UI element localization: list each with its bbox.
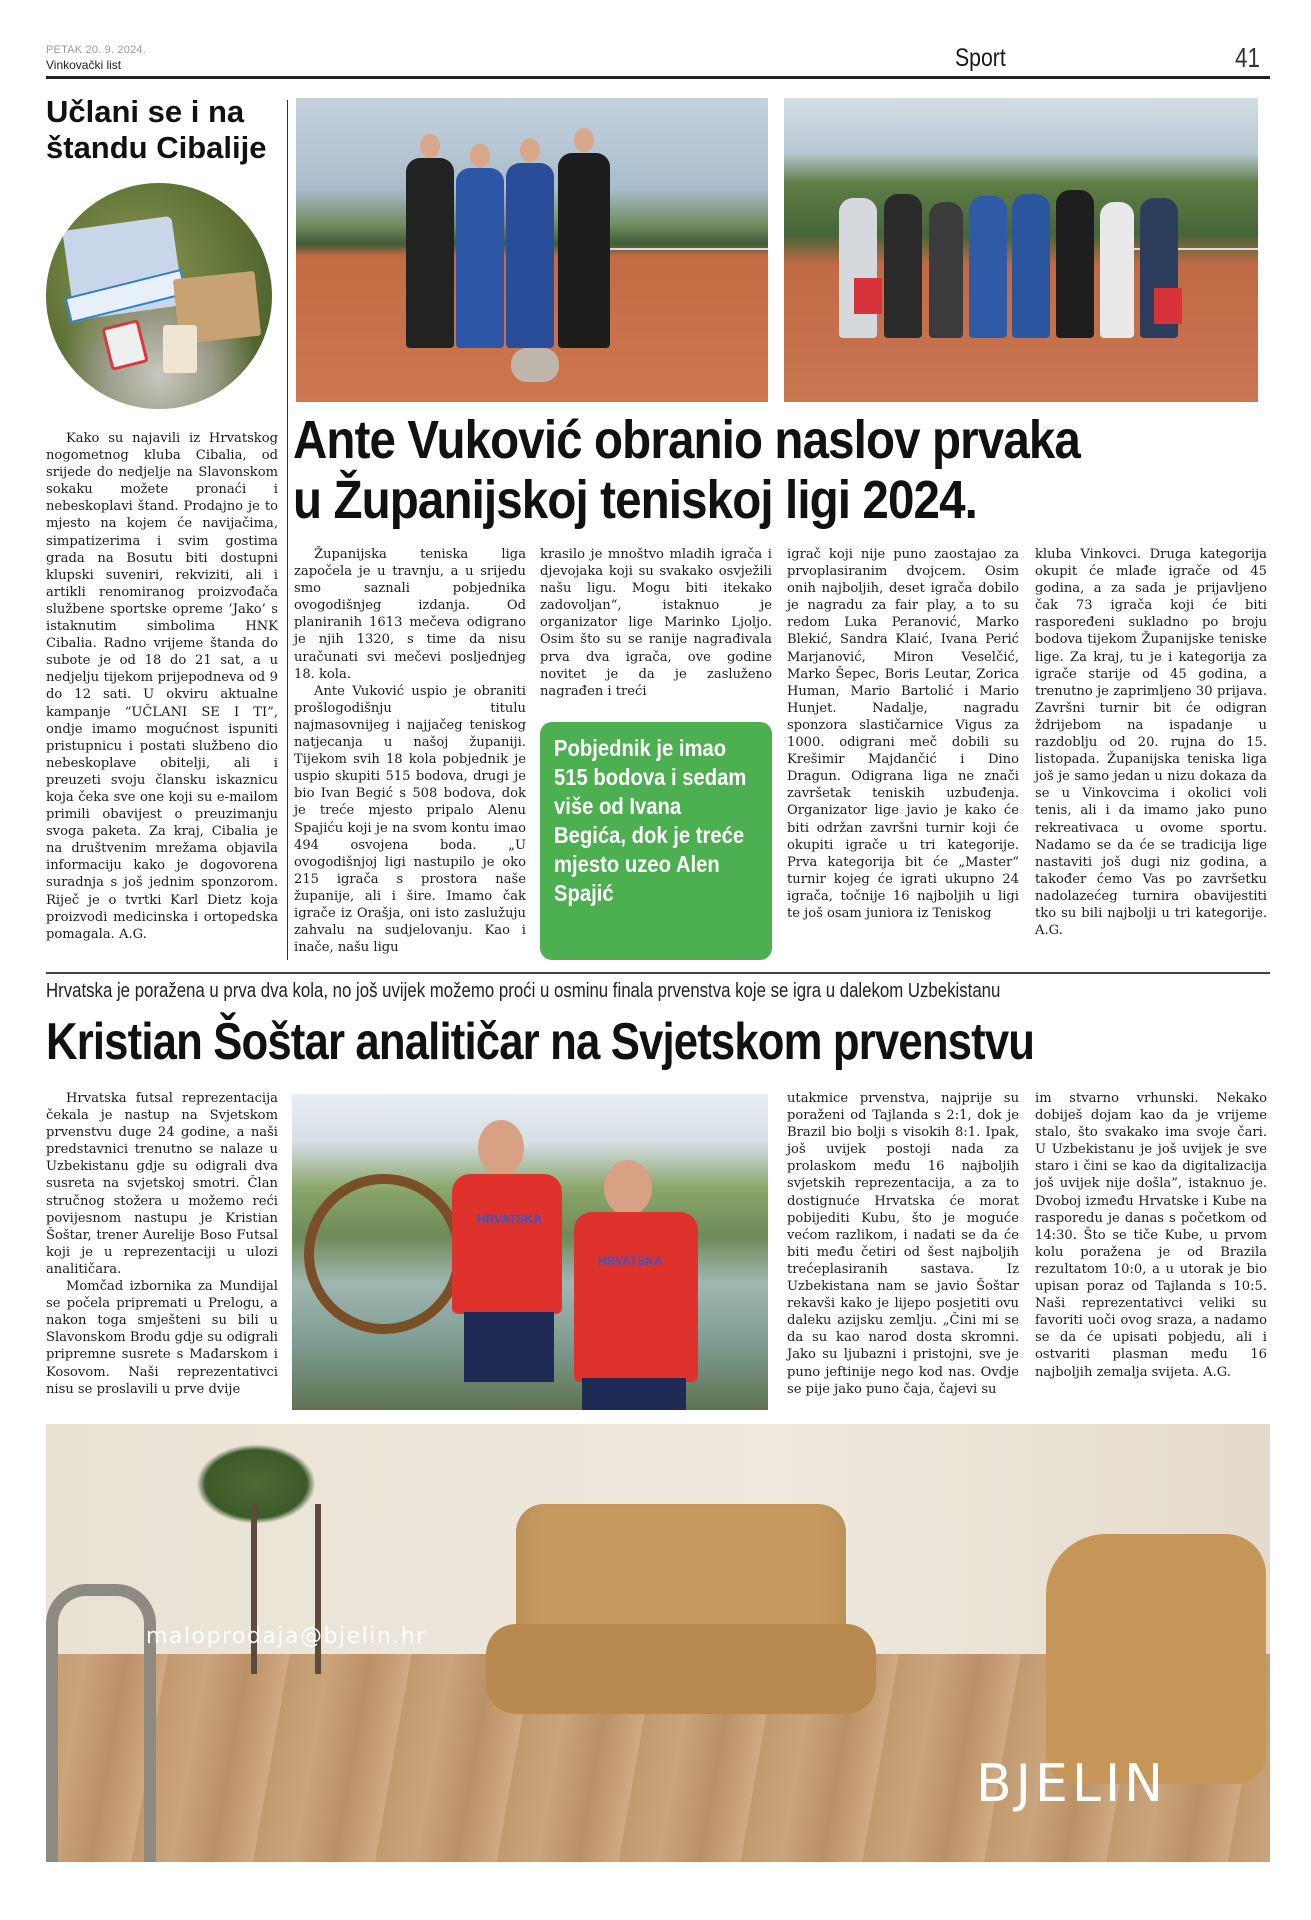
photo-shirt-shape [452, 1174, 562, 1314]
photo-head-shape [470, 144, 490, 168]
paragraph: Kako su najavili iz Hrvatskog nogometnog kluba Cibalia, od srijede do nedjelje na Slavonskom sokaku možete pronaći i nebeskoplavi štand. Prodajno je to mjesto na kojem će navijačima, simpatizerima i svim gostima grada na Bosutu biti dostupni klupski suveniri, rekviziti, ali i artikli renomiranog proizvođača službene sportske opreme ‘Jako’ s istaknutim simbolima HNK Cibalia. Radno vrijeme štanda do subote je od 18 do 21 sat, a u nedjelju tijekom prijepodneva od 9 do 12 sati. U okviru aktualne kampanje “UČLANI SE I TI”, ondje imamo mogućnost ispuniti pristupnicu i postati službeno dio nebeskoplave obitelji, ali i preuzeti svoju člansku iskaznicu koja čeka sve one koji su e-mailom primili obavijest o preuzimanju svoga paketa. Za kraj, Cibalia je na društvenim mrežama objavila informaciju kako je dogovorena suradnja s još jednim sponzorom. Riječ je o tvrtki Karl Dietz koja proizvodi medicinska i ortopedska pomagala. A.G. [46, 431, 278, 942]
paragraph: igrač koji nije puno zaostajao za prvoplasiranim dvojcem. Osim onih najboljih, deset igrača dobilo je nagradu za fair play, a to su redom Luka Peranović, Marko Blekić, Sandra Klaić, Ivana Perić Marjanović, Miron Veselčić, Marko Šepec, Boris Leutar, Zorica Human, Mario Bartolić i Mario Hunjet. Nadalje, nagradu sponzora slastičarnice Vigus za 1000. odigrani meč dobili su Krešimir Majdančić i Dino Dragun. Odigrana liga ne znači završetak teniskih uzbuđenja. Organizator lige javio je kako će biti održan završni turnir koji će okupiti igrače u tri kategorije. Prva kategorija bit će „Master“ turnir kojeg će igrati ukupno 24 igrača, točnije 16 najboljih u ligi te još osam juniora iz Teniskog [787, 547, 1019, 921]
header-rule [46, 76, 1270, 79]
photo-head-shape [520, 138, 540, 162]
paragraph: Momčad izbornika za Mundijal se počela pripremati u Prelogu, a nakon toga smješteni su bili u Slavonskom Brodu gdje su odigrali pripremne susrete s Mađarskom i Kosovom. Naši reprezentativci nisu se proslavili u prve dvije [46, 1279, 278, 1397]
photo-person-shape [839, 198, 877, 338]
sidebar-article-body [46, 430, 278, 943]
shirt-text: HRVATSKA [477, 1212, 542, 1226]
photo-wheel-shape [304, 1174, 464, 1334]
photo-head-shape [420, 134, 440, 158]
photo-shorts-shape [464, 1312, 554, 1382]
paragraph: Hrvatska futsal reprezentacija čekala je nastup na Svjetskom prvenstvu duge 24 godine, a naši predstavnici trenutno se nalaze u Uzbekistanu gdje su odigrali dva susreta na svjetskoj smotri. Član stručnog stožera u možemo reći povijesnom nastupu je Kristian Šoštar, trener Aurelije Boso Futsal koji je u reprezentaciji u ulozi analitičara. [46, 1091, 278, 1277]
sidebar-article-title: Učlani se i na štandu Cibalije [46, 94, 267, 165]
ad-sofa-seat-shape [486, 1624, 876, 1714]
sidebar-article-photo [46, 183, 272, 409]
headline-line: u Županijskoj teniskoj ligi 2024. [293, 470, 977, 530]
photo-person-shape [1056, 190, 1094, 338]
advertisement-bjelin[interactable] [46, 1424, 1270, 1862]
photo-person-shape [406, 158, 454, 348]
photo-shorts-shape [582, 1378, 686, 1410]
paragraph: im stvarno vrhunski. Nekako dobiješ dojam kao da je vrijeme stalo, što svakako ima svoje čari. U Uzbekistanu je još uvijek je sve staro i čini se kao da digitalizacija još uvijek nije došla”, istaknuo je. Dvoboj između Hrvatske i Kube na rasporedu je danas s početkom od 14:30. Što se tiče Kube, u prvom kolu poražena je od Brazila rezultatom 10:0, a u utorak je bio upisan poraz od Tajlanda s 10:5. Naši reprezentativci veliki su favoriti uoči ovog sraza, a nadamo se da će upisati pobjedu, ali i ostvariti plasman među 16 najboljih zemalja svijeta. A.G. [1035, 1091, 1267, 1380]
paragraph: krasilo je mnoštvo mladih igrača i djevojaka koji su svakako osvježili našu ligu. Mogu biti itekako zadovoljan“, istaknuo je organizator lige Marinko Ljoljo. Osim što su se ranije nagrađivala prva dva igrača, ove godine novitet je da je zasluženo nagrađen i treći [540, 547, 772, 699]
photo-person-shape [506, 163, 554, 348]
newspaper-name: Vinkovački list [46, 58, 122, 72]
shirt-text: HRVATSKA [598, 1254, 663, 1268]
futsal-column-1 [46, 1090, 278, 1398]
tennis-column-2 [540, 546, 772, 700]
photo-tag-shape [163, 325, 197, 373]
photo-dog-shape [511, 348, 559, 382]
photo-person-shape [456, 168, 504, 348]
tennis-photo-group [784, 98, 1258, 402]
futsal-strapline: Hrvatska je poražena u prva dva kola, no još uvijek možemo proći u osminu finala prvenstva koje se igra u dalekom Uzbekistanu [46, 980, 1001, 1002]
photo-net-shape [596, 248, 768, 250]
tennis-column-4 [1035, 546, 1267, 939]
pull-quote-box [540, 722, 772, 960]
futsal-column-3 [787, 1090, 1019, 1398]
photo-tag-shape [101, 319, 149, 371]
photo-gift-bag-shape [854, 278, 882, 314]
photo-person-shape [884, 194, 922, 338]
futsal-article-headline: Kristian Šoštar analitičar na Svjetskom prvenstvu [46, 1013, 1035, 1071]
section-title: Sport [955, 44, 1006, 72]
paragraph: kluba Vinkovci. Druga kategorija okupit će mlađe igrače od 45 godina, a za sada je prijavljeno čak 73 igrača koji će biti raspoređeni sukladno po broju bodova tijekom Županijske teniske lige. Za kraj, tu je i kategorija za igrače starije od 45 godina, a trenutno je zaprimljeno 30 prijava. Završni turnir bit će odigran ždrijebom na ispadanje u razdoblju od 20. rujna do 15. listopada. Županijska teniska liga još je samo jedan u nizu dokaza da se u Vinkovcima i okolici voli tenis, ali i da imamo jako puno rekreativaca u ovome sportu. Nadamo se da će se tradicija lige nastaviti još dugi niz godina, a također ćemo Vas po završetku nadolazećeg turnira obavijestiti tko su bili najbolji u tri kategorije. A.G. [1035, 547, 1267, 939]
ad-email-link[interactable]: maloprodaja@bjelin.hr [146, 1624, 427, 1649]
paragraph: Županijska teniska liga započela je u travnju, a u srijedu smo saznali pobjednika ovogodišnjeg izdanja. Od planiranih 1613 mečeva odigrano je njih 1320, s time da nisu uračunati svi mečevi posljednjeg 18. kola. [294, 547, 526, 682]
photo-shirt-shape [574, 1212, 698, 1382]
futsal-column-4 [1035, 1090, 1267, 1381]
paragraph: Ante Vuković uspio je obraniti prošlogodišnju titulu najmasovnijeg i najjačeg teniskog natjecanja u našoj županiji. Tijekom svih 18 kola pobjednik je uspio skupiti 515 bodova, drugi je bio Ivan Begić s 508 bodova, dok je treće mjesto pripalo Alenu Spajiću koji je na svom kontu imao 494 osvojena boda. „U ovogodišnjoj ligi nastupilo je oko 215 igrača s prostora naše županije, ali i šire. Imamo čak igrače iz Orašja, oni isto zaslužuju zahvalu na sudjelovanju. Kao i inače, našu ligu [294, 683, 526, 956]
headline-line: Ante Vuković obranio naslov prvaka [293, 410, 1080, 470]
tennis-column-1 [294, 546, 526, 956]
tennis-photo-winners [296, 98, 768, 402]
paragraph: utakmice prvenstva, najprije su poraženi od Tajlanda s 2:1, dok je Brazil bio bolji s visokih 8:1. Ipak, još uvijek postoji nada za prolaskom među 16 najboljih svjetskih reprezentacija, a za to dostignuće Hrvatska će morat pobijediti Kubu, što je moguće većom razlikom, i nadati se da će biti među četiri od šest najboljih trećeplasiranih sastava. Iz Uzbekistana nam se javio Šoštar rekavši kako je lijepo posjetiti ovu daleku azijsku zemlju. „Čini mi se da su kao narod dosta skromni. Jako su ljubazni i pristojni, sve je puno jeftinije nego kod nas. Ovdje se pije jako puno čaja, čajevi su [787, 1091, 1019, 1397]
pull-quote-text: Pobjednik je imao 515 bodova i sedam više od Ivana Begića, dok je treće mjesto uzeo Alen Spajić [554, 735, 747, 906]
futsal-photo [292, 1094, 768, 1410]
ad-brand-logo: BJELIN [976, 1754, 1168, 1814]
tennis-column-3 [787, 546, 1019, 922]
photo-person-shape [929, 202, 963, 338]
section-rule [46, 972, 1270, 974]
issue-date: PETAK 20. 9. 2024. [46, 44, 147, 56]
photo-person-shape [1012, 194, 1050, 338]
photo-gift-bag-shape [1154, 288, 1182, 324]
photo-face-shape [478, 1120, 524, 1176]
photo-head-shape [574, 128, 594, 152]
photo-person-shape [558, 153, 610, 348]
column-divider [287, 100, 288, 960]
photo-person-shape [969, 196, 1007, 338]
page-number: 41 [1235, 42, 1260, 73]
photo-person-shape [1100, 202, 1134, 338]
tennis-article-headline [293, 410, 1155, 530]
ad-chair-frame-shape [46, 1584, 156, 1862]
photo-face-shape [604, 1160, 652, 1216]
ad-lounge-chair-shape [1046, 1534, 1266, 1784]
